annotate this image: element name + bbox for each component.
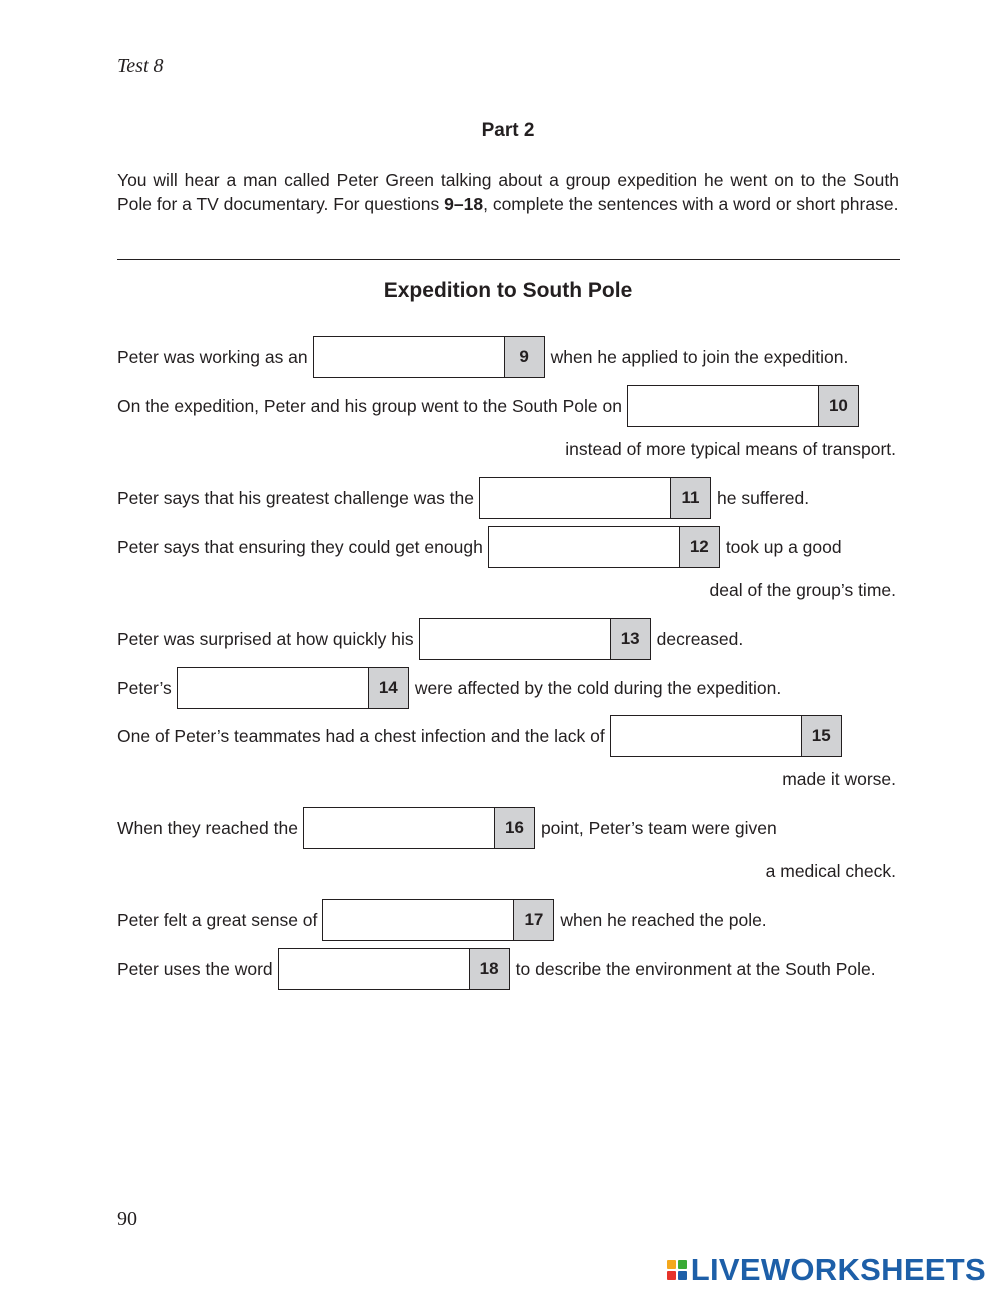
question-18 (117, 948, 876, 990)
question-number-14: 14 (368, 668, 408, 708)
logo-icon (667, 1260, 687, 1280)
question-11 (117, 477, 809, 519)
answer-box-15 (610, 715, 842, 757)
question-14 (117, 667, 781, 709)
answer-box-13 (419, 618, 651, 660)
page-number: 90 (117, 1208, 137, 1230)
question-15-text-before: One of Peter’s teammates had a chest infection and the lack of (117, 725, 605, 746)
answer-box-12 (488, 526, 720, 568)
question-10-text-before: On the expedition, Peter and his group went to the South Pole on (117, 395, 622, 416)
question-number-11: 11 (670, 478, 710, 518)
question-15 (117, 715, 848, 757)
answer-input-12[interactable] (489, 527, 679, 567)
question-16-text-before: When they reached the (117, 817, 298, 838)
question-number-12: 12 (679, 527, 719, 567)
part-title: Part 2 (481, 120, 535, 141)
question-9 (117, 336, 848, 378)
answer-box-18 (278, 948, 510, 990)
question-number-17: 17 (513, 900, 553, 940)
logo-tile (678, 1260, 687, 1269)
question-12 (117, 526, 842, 568)
logo-tile (667, 1260, 676, 1269)
question-17-text-after: when he reached the pole. (560, 909, 767, 930)
question-9-text-after: when he applied to join the expedition. (550, 346, 849, 367)
instructions-text-after: , complete the sentences with a word or short phrase. (483, 194, 899, 214)
answer-box-10 (627, 385, 859, 427)
logo-text: LIVEWORKSHEETS (690, 1252, 986, 1287)
question-number-18: 18 (469, 949, 509, 989)
answer-input-10[interactable] (628, 386, 818, 426)
question-13-text-before: Peter was surprised at how quickly his (117, 628, 414, 649)
question-12-text-before: Peter says that ensuring they could get enough (117, 536, 483, 557)
instructions-text-before: You will hear a man called Peter Green talking about a group expedition he went on to the South Pole for a TV documentary. For questions (117, 170, 899, 214)
question-13 (117, 618, 743, 660)
question-16-text-after: point, Peter’s team were given (540, 817, 777, 838)
question-15-continuation: made it worse. (782, 769, 896, 789)
question-18-text-after: to describe the environment at the South Pole. (515, 958, 876, 979)
logo-tile (678, 1271, 687, 1280)
section-title: Expedition to South Pole (383, 279, 633, 302)
answer-input-18[interactable] (279, 949, 469, 989)
question-14-text-before: Peter’s (117, 677, 172, 698)
instructions-question-range: 9–18 (444, 194, 484, 214)
answer-input-14[interactable] (178, 668, 368, 708)
question-9-text-before: Peter was working as an (117, 346, 308, 367)
question-11-text-after: he suffered. (717, 487, 810, 508)
liveworksheets-logo (667, 1252, 986, 1288)
answer-box-16 (303, 807, 535, 849)
question-number-9: 9 (504, 337, 544, 377)
answer-box-9 (313, 336, 545, 378)
question-18-text-before: Peter uses the word (117, 958, 273, 979)
question-17-text-before: Peter felt a great sense of (117, 909, 318, 930)
answer-input-9[interactable] (314, 337, 504, 377)
question-10-continuation: instead of more typical means of transport. (565, 439, 896, 459)
answer-input-13[interactable] (420, 619, 610, 659)
question-number-10: 10 (818, 386, 858, 426)
question-12-continuation: deal of the group’s time. (709, 580, 896, 600)
answer-input-17[interactable] (323, 900, 513, 940)
question-number-13: 13 (610, 619, 650, 659)
divider (117, 259, 900, 260)
test-label: Test 8 (117, 55, 164, 77)
question-number-16: 16 (494, 808, 534, 848)
answer-input-15[interactable] (611, 716, 801, 756)
question-17 (117, 899, 767, 941)
question-12-text-after: took up a good (725, 536, 842, 557)
question-13-text-after: decreased. (656, 628, 744, 649)
question-11-text-before: Peter says that his greatest challenge was the (117, 487, 475, 508)
answer-box-17 (322, 899, 554, 941)
logo-tile (667, 1271, 676, 1280)
question-14-text-after: were affected by the cold during the expedition. (414, 677, 782, 698)
answer-box-14 (177, 667, 409, 709)
question-number-15: 15 (801, 716, 841, 756)
question-16-continuation: a medical check. (765, 861, 896, 881)
question-10 (117, 385, 865, 427)
answer-input-11[interactable] (480, 478, 670, 518)
instructions (117, 168, 899, 216)
answer-input-16[interactable] (304, 808, 494, 848)
answer-box-11 (479, 477, 711, 519)
question-16 (117, 807, 777, 849)
